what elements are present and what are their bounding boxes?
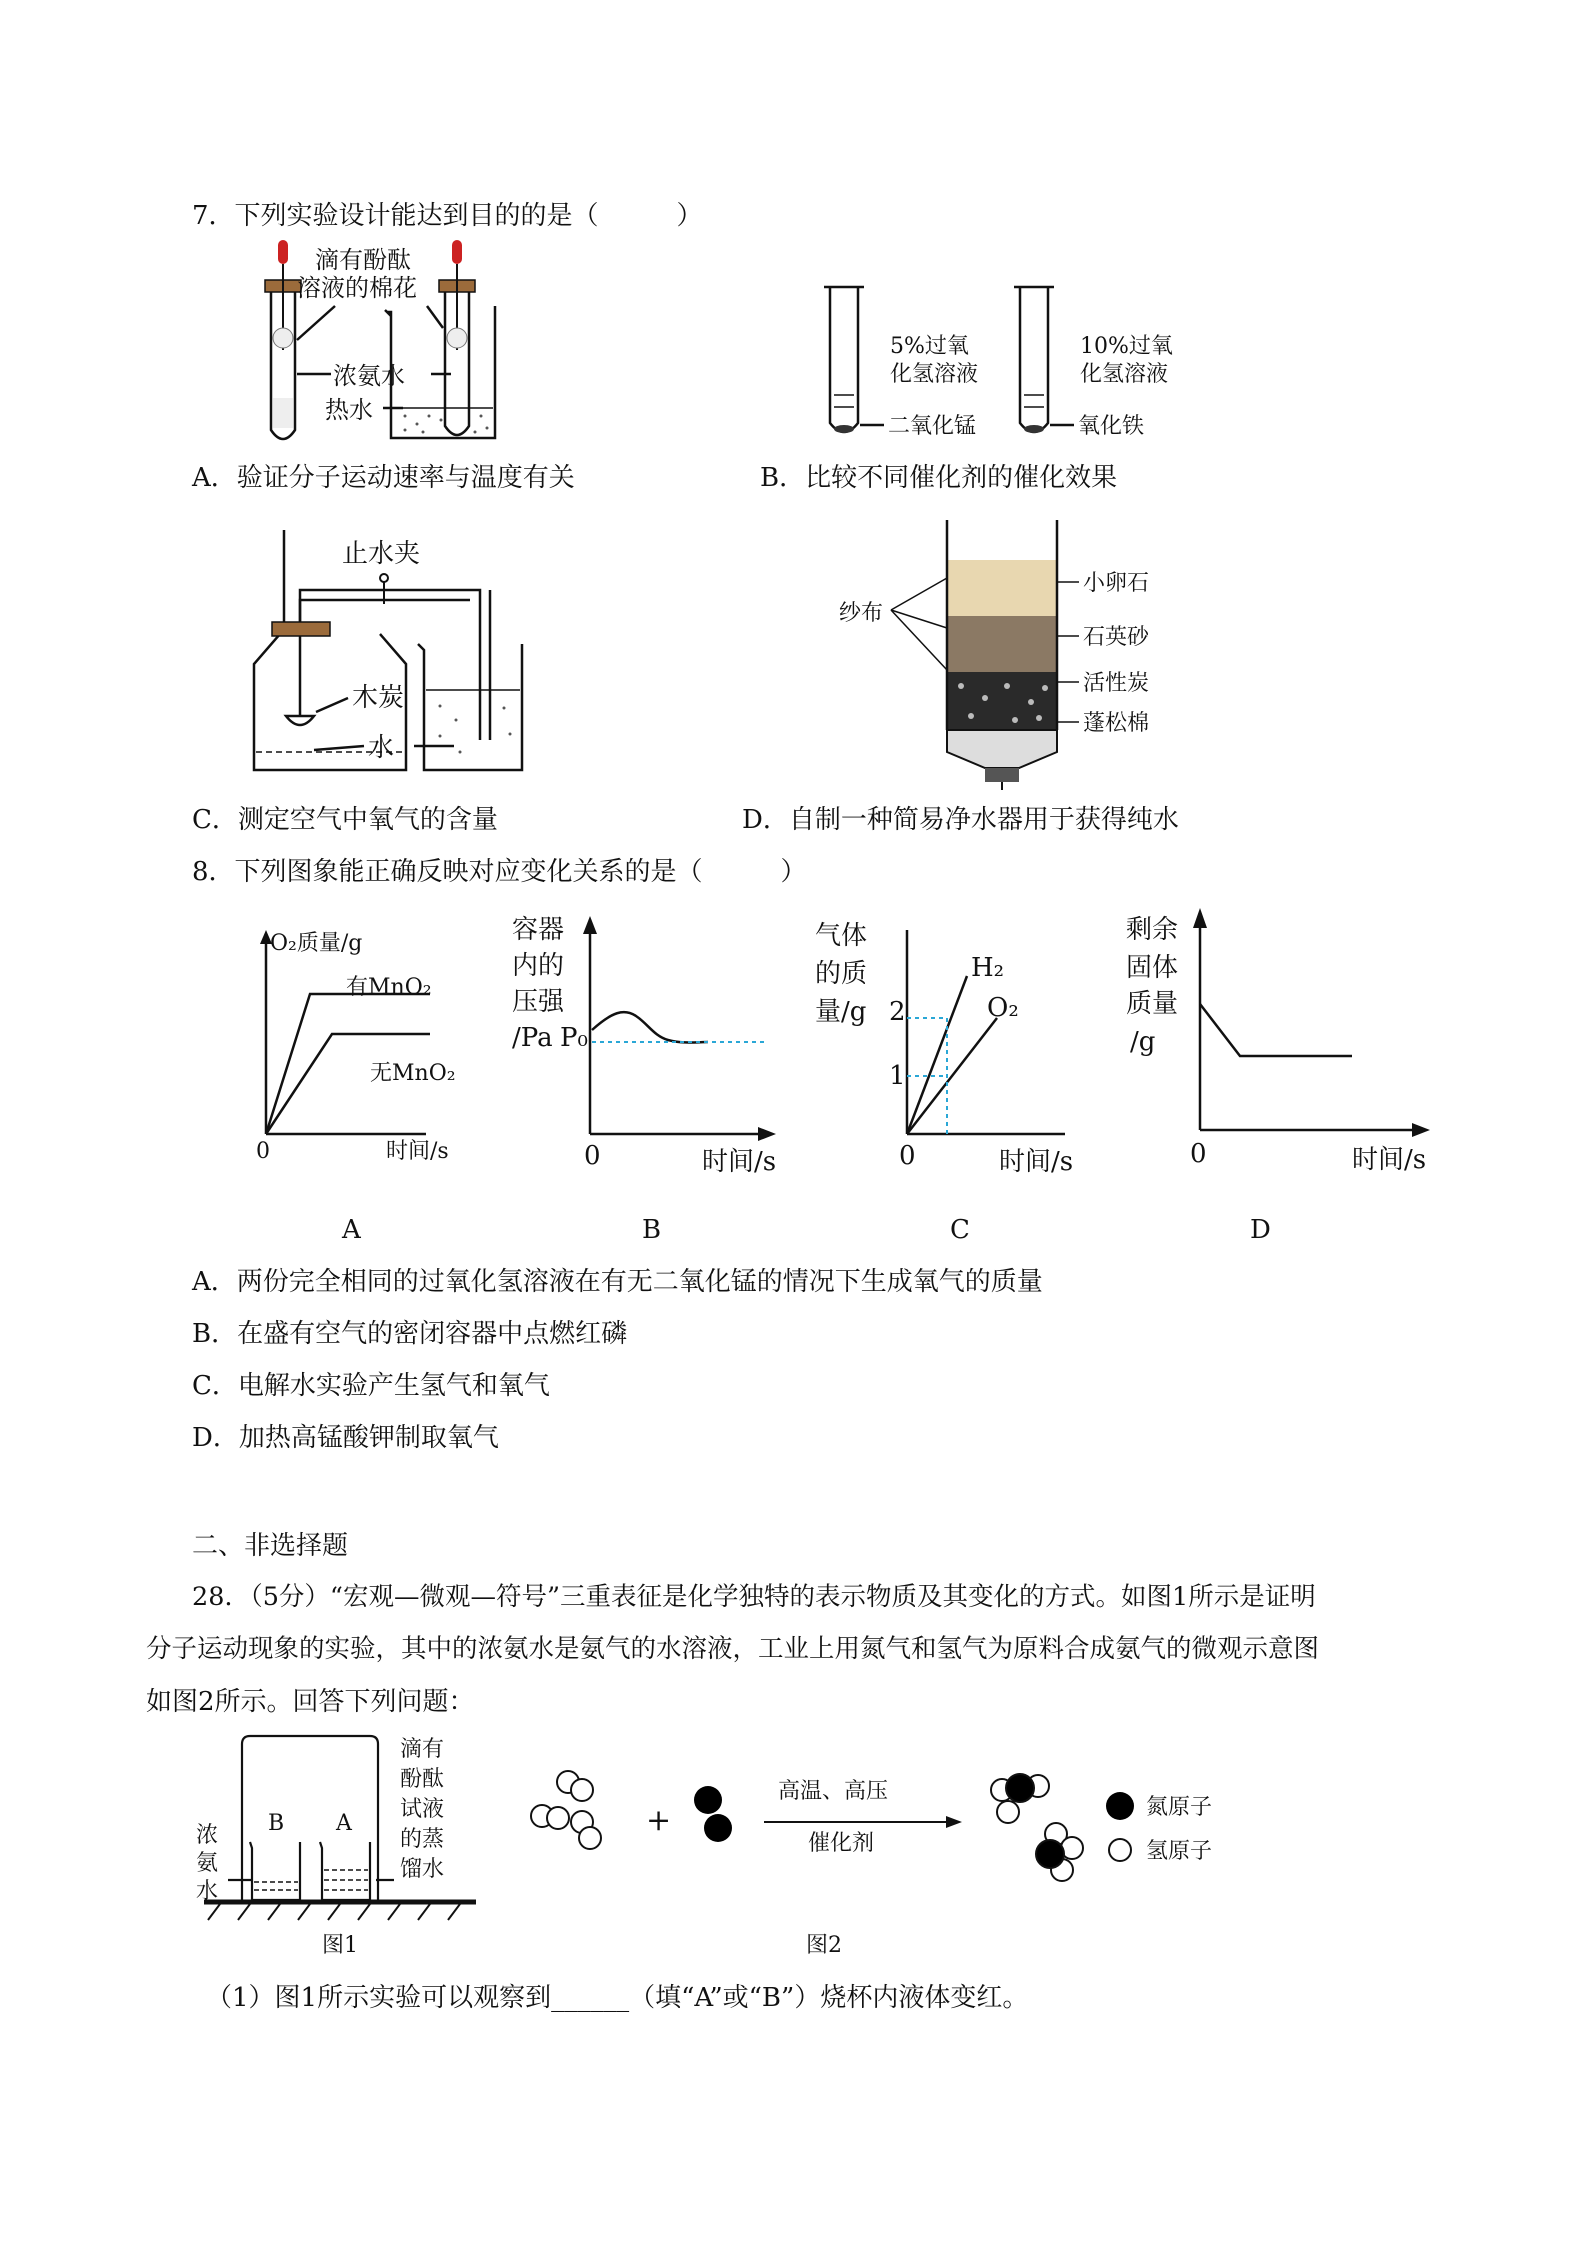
arrow-up-icon — [583, 916, 597, 934]
o2-line — [907, 1018, 997, 1134]
q7-option-a: A．验证分子运动速率与温度有关 — [192, 463, 575, 493]
graph-c-origin: 0 — [899, 1141, 916, 1171]
q8-graph-b — [512, 908, 802, 1178]
label-cotton-wool: 蓬松棉 — [1083, 711, 1150, 736]
q8-graph-d — [1108, 900, 1438, 1175]
dropper-bulb-icon — [452, 240, 462, 264]
pressure-curve-line — [592, 1012, 708, 1042]
graph-b-xlabel: 时间/s — [702, 1147, 777, 1177]
graph-c-ylabel-1: 气体 — [815, 921, 868, 951]
remaining-solid-line — [1200, 1004, 1352, 1056]
label-activated-carbon: 活性炭 — [1083, 671, 1150, 696]
label-10pct-2: 化氢溶液 — [1080, 362, 1169, 387]
label-5pct-2: 化氢溶液 — [890, 362, 979, 387]
q28-line-2: 分子运动现象的实验，其中的浓氨水是氨气的水溶液，工业上用氮气和氢气为原料合成氨气的微观示意图 — [146, 1634, 1320, 1664]
graph-d-ylabel-4: /g — [1130, 1027, 1156, 1057]
q7-stem: 7．下列实验设计能达到目的的是（ ） — [192, 201, 703, 231]
q7-figure-a — [255, 240, 585, 455]
q8-option-a: A．两份完全相同的过氧化氢溶液在有无二氧化锰的情况下生成氧气的质量 — [192, 1267, 1043, 1297]
arrow-up-icon — [1193, 908, 1207, 928]
graph-c-o2-label: O₂ — [987, 993, 1019, 1023]
q28-line-1: 28．（5分）“宏观—微观—符号”三重表征是化学独特的表示物质及其变化的方式。如图1所示是证明 — [192, 1582, 1316, 1612]
label-pebbles: 小卵石 — [1083, 571, 1150, 596]
q7-option-c: C．测定空气中氧气的含量 — [192, 805, 498, 835]
q28-figure-1 — [190, 1730, 490, 1960]
q8-option-c: C．电解水实验产生氢气和氧气 — [192, 1371, 550, 1401]
fig1-right-1: 滴有 — [400, 1737, 445, 1762]
label-clamp: 止水夹 — [342, 539, 421, 569]
graph-d-ylabel-2: 固体 — [1126, 953, 1179, 983]
label-cotton-2: 溶液的棉花 — [297, 274, 417, 302]
q8-graph-a — [250, 918, 490, 1168]
graph-d-origin: 0 — [1190, 1139, 1207, 1169]
q8-option-b: B．在盛有空气的密闭容器中点燃红磷 — [192, 1319, 628, 1349]
fig1-left-2: 氨 — [196, 1851, 219, 1876]
q28-sub-1: （1）图1所示实验可以观察到______（填“A”或“B”）烧杯内液体变红。 — [206, 1983, 1029, 2013]
fig1-beaker-a: A — [336, 1811, 352, 1836]
fig1-caption: 图1 — [322, 1933, 358, 1958]
q7-option-b: B．比较不同催化剂的催化效果 — [760, 463, 1118, 493]
fig2-legend-n: 氮原子 — [1146, 1795, 1213, 1820]
graph-c-h2-label: H₂ — [971, 953, 1005, 983]
fig1-right-2: 酚酞 — [400, 1767, 445, 1792]
fig1-right-5: 馏水 — [400, 1857, 445, 1882]
graph-c-ylabel-2: 的质 — [815, 959, 868, 989]
hydrogen-atom-icon — [1109, 1839, 1131, 1861]
graph-c-tick-2: 2 — [889, 997, 906, 1027]
dropper-bulb-icon — [278, 240, 288, 264]
nitrogen-atom-icon — [1106, 1792, 1134, 1820]
q8-option-d: D．加热高锰酸钾制取氧气 — [192, 1423, 499, 1453]
label-hot-water: 热水 — [325, 396, 373, 424]
q8-graph-c — [815, 908, 1085, 1178]
graph-c-xlabel: 时间/s — [999, 1147, 1074, 1177]
graph-a-xlabel: 时间/s — [386, 1139, 449, 1164]
q7-option-d: D．自制一种简易净水器用于获得纯水 — [742, 805, 1179, 835]
fig2-plus: + — [646, 1803, 672, 1838]
fig2-legend-h: 氢原子 — [1146, 1839, 1213, 1864]
graph-b-origin: 0 — [584, 1141, 601, 1171]
graph-b-ylabel-1: 容器 — [512, 915, 565, 945]
graph-a-series-2: 无MnO₂ — [370, 1061, 456, 1086]
q7-figure-d — [835, 520, 1205, 790]
arrow-right-icon — [946, 1816, 962, 1828]
graph-b-p0: P₀ — [560, 1023, 588, 1053]
graph-c-caption: C — [950, 1215, 970, 1245]
label-water: 水 — [368, 733, 395, 763]
graph-b-ylabel-3: 压强 — [512, 987, 565, 1017]
graph-d-ylabel-3: 质量 — [1126, 989, 1179, 1019]
label-10pct-1: 10%过氧 — [1080, 334, 1173, 359]
fig2-cond-2: 催化剂 — [808, 1831, 875, 1856]
fig2-caption: 图2 — [806, 1933, 842, 1958]
label-gauze: 纱布 — [839, 601, 884, 626]
fig1-right-4: 的蒸 — [400, 1827, 445, 1852]
q7-figure-b — [820, 285, 1220, 460]
graph-d-caption: D — [1250, 1215, 1271, 1245]
graph-a-ylabel: O₂质量/g — [270, 931, 363, 956]
q28-figure-2 — [510, 1730, 1300, 1960]
fig1-right-3: 试液 — [400, 1797, 445, 1822]
fig1-left-1: 浓 — [196, 1823, 219, 1848]
label-mno2: 二氧化锰 — [888, 414, 977, 439]
fig2-cond-1: 高温、高压 — [778, 1779, 889, 1804]
graph-c-ylabel-3: 量/g — [815, 997, 867, 1027]
q28-line-3: 如图2所示。回答下列问题： — [146, 1687, 475, 1717]
graph-b-caption: B — [642, 1215, 662, 1245]
section-title: 二、非选择题 — [192, 1531, 349, 1561]
graph-d-xlabel: 时间/s — [1352, 1145, 1427, 1175]
label-charcoal: 木炭 — [352, 683, 405, 713]
q7-figure-c — [230, 530, 600, 780]
h2-line — [907, 976, 967, 1134]
graph-d-ylabel-1: 剩余 — [1126, 915, 1179, 945]
graph-b-ylabel-2: 内的 — [512, 951, 565, 981]
label-quartz-sand: 石英砂 — [1083, 625, 1150, 650]
arrow-right-icon — [1412, 1123, 1430, 1137]
label-5pct-1: 5%过氧 — [890, 334, 969, 359]
graph-a-origin: 0 — [256, 1139, 270, 1164]
graph-b-ylabel-4: /Pa — [512, 1023, 553, 1053]
fig1-left-3: 水 — [196, 1879, 219, 1904]
graph-a-caption: A — [342, 1215, 361, 1245]
label-cotton-1: 滴有酚酞 — [315, 246, 411, 274]
graph-a-series-1: 有MnO₂ — [346, 975, 432, 1000]
q8-stem: 8．下列图象能正确反映对应变化关系的是（ ） — [192, 857, 807, 887]
arrow-right-icon — [758, 1127, 776, 1141]
label-fe2o3: 氧化铁 — [1078, 414, 1145, 439]
label-ammonia: 浓氨水 — [333, 362, 405, 390]
graph-c-tick-1: 1 — [889, 1061, 906, 1091]
fig1-beaker-b: B — [268, 1811, 285, 1836]
